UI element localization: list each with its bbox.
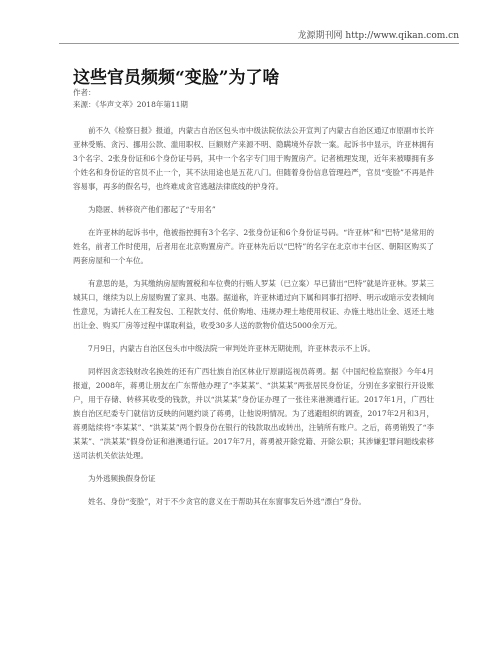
paragraph: 在许亚林的起诉书中，他被指控拥有3个名字、2张身份证和6个身份证号码。“许亚林”和“巴特”是常用的姓名，前者工作时使用，后者用在北京购置房产。许亚林先后以“巴特”的名字在北京市丰台区、朝阳区购买了两套房屋和一个车位。 — [73, 228, 434, 265]
header-source: 龙源期刊网 http://www.qikan.com.cn — [297, 31, 459, 41]
paragraph: 前不久《检察日报》报道，内蒙古自治区包头市中级法院依法公开宣判了内蒙古自治区通辽市原副市长许亚林受贿、贪污、挪用公款、滥用职权、巨额财产来源不明、隐瞒境外存款一案。起诉书中显示，许亚林拥有3个名字、2张身份证和6个身份证号码，其中一个名字专门用于购置房产。记者梳理发现，近年来被曝拥有多个姓名和身份证的官员不止一个，其不法用途也是五花八门。但随着身份信息管理趋严，官员“变脸”不再是件容易事，再多的假名号，也终难成贪官逃越法律底线的护身符。 — [73, 126, 434, 191]
article-source: 来源：《华声文萃》2018年第11期 — [73, 100, 188, 109]
paragraph: 同样因贪恋钱财改名换姓的还有广西壮族自治区林业厅原副巡视员蒋勇。据《中国纪检监察报》今年4月报道，2008年，蒋勇让朋友在广东帮他办理了“李某某”、“洪某某”两张居民身份证，分别在多家银行开设账户，用于存储、转移其收受的钱款，并以“洪某某”身份证办理了一张往来港澳通行证。2017年1月，广西壮族自治区纪委专门就信访反映的问题约谈了蒋勇，让他说明情况。为了逃避组织的调查，2017年2月和3月，蒋勇陆续将“李某某”、“洪某某”两个假身份在银行的钱款取出或转出，注销所有账户。之后，蒋勇销毁了“李某某”、“洪某某”假身份证和港澳通行证。2017年7月，蒋勇被开除党籍、开除公职；其涉嫌犯罪问题线索移送司法机关依法处理。 — [73, 367, 434, 460]
article-body — [73, 124, 434, 518]
paragraph: 7月9日，内蒙古自治区包头市中级法院一审判处许亚林无期徒刑，许亚林表示不上诉。 — [88, 344, 376, 353]
paragraph: 姓名、身份“变脸”，对于不少贪官的意义在于帮助其在东窗事发后外逃“漂白”身份。 — [88, 497, 366, 506]
section-heading: 为外逃频换假身份证 — [88, 474, 156, 483]
article-title: 这些官员频频“变脸”为了啥 — [73, 68, 280, 88]
section-heading: 为隐匿、转移资产他们都起了“专用名” — [88, 205, 216, 214]
paragraph: 有意思的是，为其缴纳房屋购置税和车位费的行贿人罗某（已立案）早已猜出“巴特”就是许亚林。罗某三城其口，继续为以上房屋购置了家具、电器。据道称，许亚林通过向下属和同事打招呼、明示或暗示安表倾向性意见，为请托人在工程发包、工程款支付、低价购地、违规办理土地使用权证、办施土地出让金、返还土地出让金、购买厂房等过程中谋取利益，收受30多人送的款物价值达5000余万元。 — [73, 279, 434, 330]
header-divider — [59, 43, 459, 44]
article-author: 作者： — [73, 88, 96, 97]
article-meta — [73, 87, 188, 111]
